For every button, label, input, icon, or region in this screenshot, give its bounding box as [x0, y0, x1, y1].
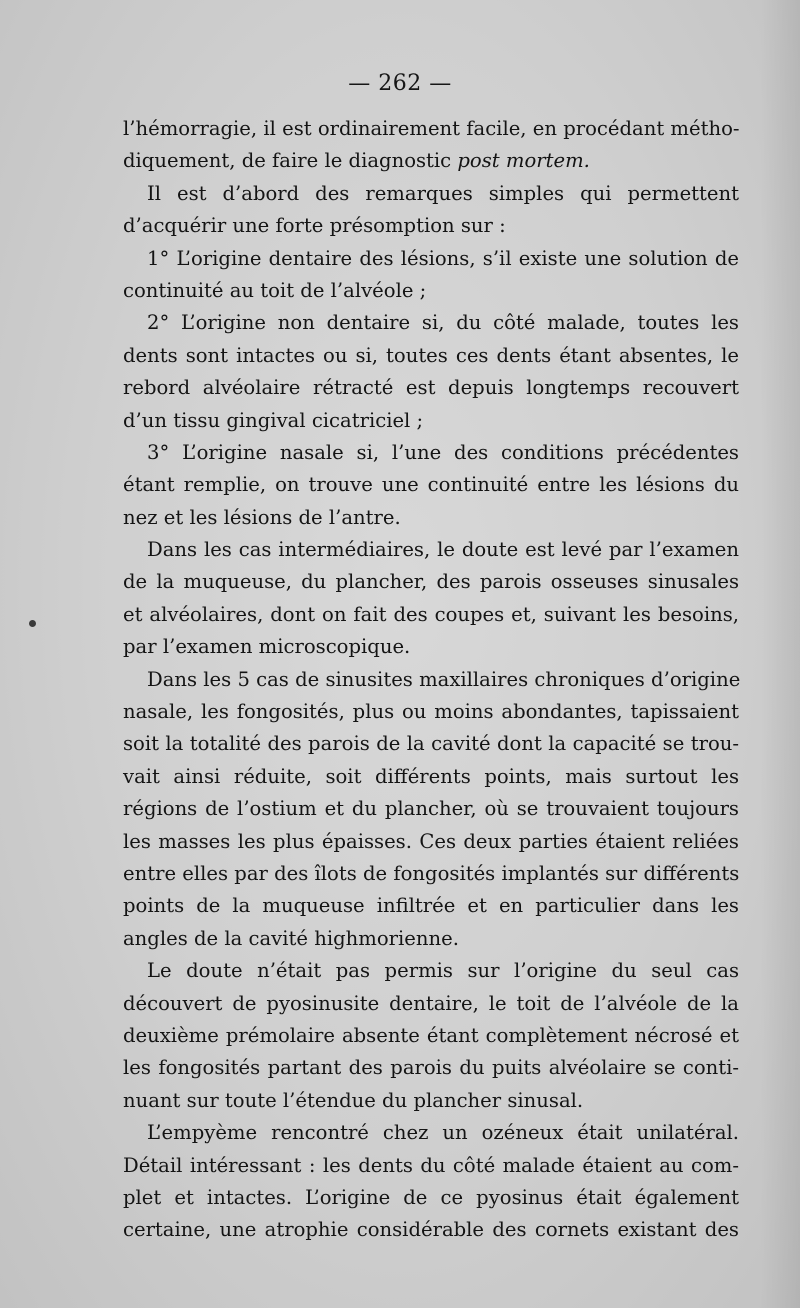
- text-line: [123, 761, 739, 793]
- text-line: [123, 923, 739, 955]
- page-number: — 262 —: [348, 71, 452, 96]
- text-line: [123, 405, 739, 437]
- text-line: [123, 534, 739, 566]
- text-line: [123, 275, 739, 307]
- text-line-content: vait ainsi réduite, soit différents points, mais surtout les: [123, 764, 739, 788]
- ink-speck: [29, 620, 36, 627]
- text-line-content: régions de l’ostium et du plancher, où se trouvaient toujours: [123, 797, 739, 821]
- text-line-content: étant remplie, on trouve une continuité entre les lésions du: [123, 473, 739, 497]
- text-line: [123, 599, 739, 631]
- text-line-content: 2° L’origine non dentaire si, du côté malade, toutes les: [147, 311, 739, 335]
- text-line-content: par l’examen microscopique.: [123, 635, 411, 659]
- text-line-italic: post mortem.: [457, 149, 590, 173]
- text-line-content: Détail intéressant : les dents du côté malade étaient au com-: [123, 1153, 739, 1177]
- text-line-content: découvert de pyosinusite dentaire, le toit de l’alvéole de la: [123, 991, 739, 1015]
- text-line-content: Le doute n’était pas permis sur l’origine du seul cas: [147, 959, 739, 983]
- text-line-content: et alvéolaires, dont on fait des coupes et, suivant les besoins,: [123, 602, 739, 626]
- text-line-content: nuant sur toute l’étendue du plancher sinusal.: [123, 1088, 584, 1112]
- text-line-content: L’empyème rencontré chez un ozéneux était unilatéral.: [147, 1121, 739, 1145]
- text-line: [123, 469, 739, 501]
- text-line-content: deuxième prémolaire absente étant complètement nécrosé et: [123, 1023, 739, 1047]
- text-line: [123, 1020, 739, 1052]
- text-line-content: diquement, de faire le diagnostic: [123, 149, 458, 173]
- text-line-content: les fongosités partant des parois du puits alvéolaire se conti-: [123, 1056, 739, 1080]
- text-line: [123, 178, 739, 210]
- body-text: [123, 113, 739, 1247]
- text-line: [123, 145, 739, 177]
- text-line-content: continuité au toit de l’alvéole ;: [123, 278, 427, 302]
- text-line: [123, 955, 739, 987]
- text-line-content: nez et les lésions de l’antre.: [123, 505, 401, 529]
- text-line: [123, 664, 739, 696]
- text-line-content: plet et intactes. L’origine de ce pyosinus était également: [123, 1185, 739, 1209]
- text-line-content: d’un tissu gingival cicatriciel ;: [123, 408, 424, 432]
- text-line: [123, 1085, 739, 1117]
- text-line-content: nasale, les fongosités, plus ou moins abondantes, tapissaient: [123, 700, 739, 724]
- page-edge-shadow: [760, 0, 800, 1308]
- text-line-content: de la muqueuse, du plancher, des parois osseuses sinusales: [123, 570, 739, 594]
- text-line: [123, 631, 739, 663]
- text-line: [123, 858, 739, 890]
- text-line: [123, 372, 739, 404]
- text-line-content: Il est d’abord des remarques simples qui permettent: [147, 181, 739, 205]
- text-line-content: les masses les plus épaisses. Ces deux parties étaient reliées: [123, 829, 739, 853]
- text-line: [123, 728, 739, 760]
- text-line-content: l’hémorragie, il est ordinairement facile, en procédant métho-: [123, 117, 740, 140]
- text-line: [123, 793, 739, 825]
- text-line-content: Dans les 5 cas de sinusites maxillaires chroniques d’origine: [147, 667, 741, 691]
- text-line-content: d’acquérir une forte présomption sur :: [123, 214, 506, 238]
- text-line: [123, 1182, 739, 1214]
- text-line-content: soit la totalité des parois de la cavité dont la capacité se trou-: [123, 732, 739, 756]
- text-line: [123, 437, 739, 469]
- text-line: [123, 1214, 739, 1246]
- text-line-content: dents sont intactes ou si, toutes ces dents étant absentes, le: [123, 343, 739, 367]
- text-line-content: angles de la cavité highmorienne.: [123, 926, 459, 950]
- text-line: [123, 1052, 739, 1084]
- text-line: [123, 243, 739, 275]
- text-line-content: 3° L’origine nasale si, l’une des conditions précédentes: [147, 440, 739, 464]
- text-line: [123, 113, 739, 145]
- text-line: [123, 340, 739, 372]
- text-line-content: 1° L’origine dentaire des lésions, s’il existe une solution de: [147, 246, 739, 270]
- text-line: [123, 1150, 739, 1182]
- text-line-content: rebord alvéolaire rétracté est depuis longtemps recouvert: [123, 376, 739, 400]
- text-line: [123, 566, 739, 598]
- text-line-content: entre elles par des îlots de fongosités implantés sur différents: [123, 861, 740, 885]
- text-line: [123, 210, 739, 242]
- text-line-content: points de la muqueuse infiltrée et en particulier dans les: [123, 894, 739, 918]
- text-line: [123, 696, 739, 728]
- text-line-content: Dans les cas intermédiaires, le doute est levé par l’examen: [147, 538, 739, 562]
- text-line: [123, 1117, 739, 1149]
- text-line: [123, 988, 739, 1020]
- text-line: [123, 502, 739, 534]
- text-line-content: certaine, une atrophie considérable des cornets existant des: [123, 1218, 739, 1242]
- text-line: [123, 826, 739, 858]
- text-line: [123, 307, 739, 339]
- text-line: [123, 890, 739, 922]
